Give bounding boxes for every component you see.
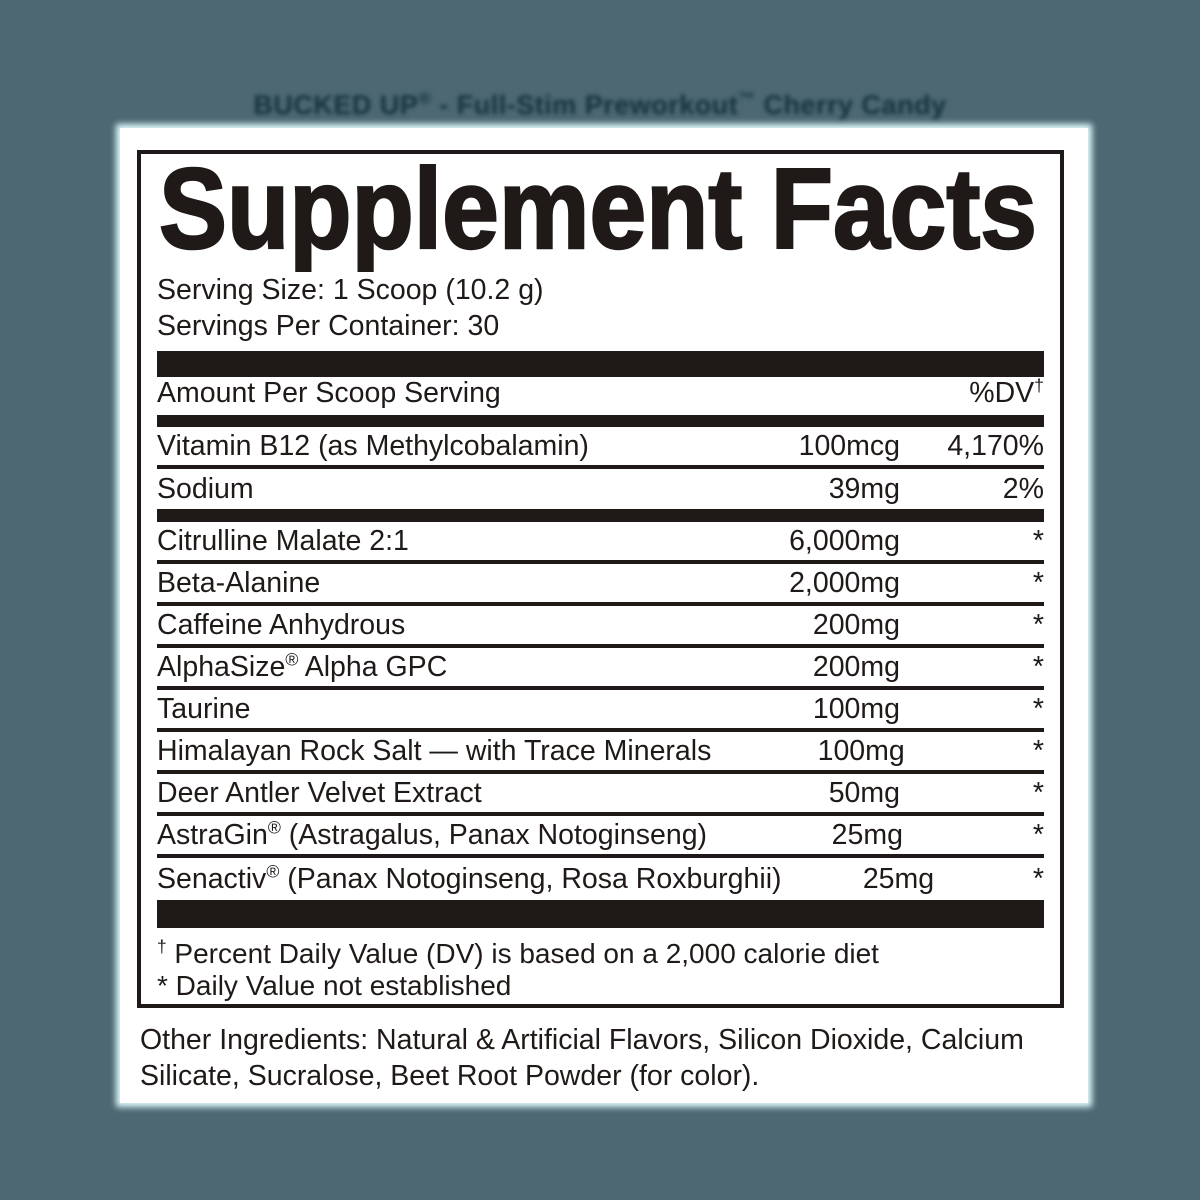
- separator-bar-bottom: [157, 900, 1044, 928]
- serving-size: Serving Size: 1 Scoop (10.2 g): [157, 274, 544, 306]
- row-dv: *: [1032, 818, 1044, 851]
- row-name: Caffeine Anhydrous: [157, 608, 406, 641]
- row-name: Senactiv® (Panax Notoginseng, Rosa Roxburghii): [157, 861, 782, 895]
- row-dv: *: [1032, 862, 1044, 895]
- row-amount: 100mcg: [798, 429, 900, 462]
- separator-bar-top: [157, 351, 1044, 377]
- table-row: [157, 648, 1044, 690]
- row-name: Taurine: [157, 692, 251, 725]
- row-dv: *: [1032, 650, 1044, 683]
- row-dv: *: [1032, 692, 1044, 725]
- row-amount: 25mg: [862, 862, 935, 895]
- ingredient-rows-section: [157, 522, 1044, 900]
- row-dv: *: [1032, 776, 1044, 809]
- row-name: Deer Antler Velvet Extract: [157, 776, 482, 809]
- row-name: Citrulline Malate 2:1: [157, 524, 409, 557]
- table-row: [157, 774, 1044, 816]
- row-amount: 6,000mg: [789, 524, 900, 557]
- dv-rows-section: [157, 427, 1044, 509]
- separator-bar-mid: [157, 509, 1044, 522]
- table-row: [157, 427, 1044, 469]
- row-amount: 25mg: [831, 818, 903, 851]
- table-row: [157, 606, 1044, 648]
- footnote-dv: † Percent Daily Value (DV) is based on a 2,000 calorie diet: [157, 936, 879, 969]
- row-name: AlphaSize® Alpha GPC: [157, 649, 448, 683]
- table-row: [157, 690, 1044, 732]
- row-dv: *: [1032, 608, 1044, 641]
- table-row: [157, 469, 1044, 509]
- row-dv: *: [1032, 524, 1044, 557]
- row-name: Vitamin B12 (as Methylcobalamin): [157, 429, 589, 462]
- row-amount: 50mg: [828, 776, 900, 809]
- row-amount: 200mg: [812, 650, 900, 683]
- row-dv: *: [1032, 566, 1044, 599]
- other-ingredients: Other Ingredients: Natural & Artificial Flavors, Silicon Dioxide, Calcium Silicate, Sucralose, Beet Root Powder (for color).: [140, 1024, 1024, 1092]
- table-row: [157, 732, 1044, 774]
- supplement-facts-panel: [120, 128, 1088, 1103]
- serving-block: [157, 272, 1044, 344]
- dv-header: %DV†: [969, 375, 1044, 409]
- footnote-asterisk: * Daily Value not established: [157, 970, 512, 1001]
- row-dv: 4,170%: [947, 429, 1044, 462]
- facts-title-wrap: [157, 164, 1044, 272]
- row-dv: *: [1032, 734, 1044, 767]
- row-amount: 100mg: [817, 734, 905, 767]
- facts-title: Supplement Facts: [159, 164, 1037, 272]
- row-name: Sodium: [157, 472, 254, 505]
- product-title: BUCKED UP® - Full-Stim Preworkout™ Cherry Candy: [253, 89, 947, 120]
- row-name: AstraGin® (Astragalus, Panax Notoginseng): [157, 817, 708, 851]
- table-row: [157, 858, 1044, 900]
- footnotes: [157, 938, 1044, 1008]
- row-amount: 2,000mg: [789, 566, 900, 599]
- row-dv: 2%: [1002, 472, 1044, 505]
- table-header-row: [157, 377, 1044, 415]
- table-row: [157, 564, 1044, 606]
- row-amount: 100mg: [812, 692, 900, 725]
- row-name: Beta-Alanine: [157, 566, 321, 599]
- row-amount: 200mg: [812, 608, 900, 641]
- amount-header: Amount Per Scoop Serving: [157, 377, 501, 409]
- separator-bar-header: [157, 415, 1044, 427]
- servings-per-container: Servings Per Container: 30: [157, 310, 500, 342]
- row-amount: 39mg: [828, 472, 900, 505]
- facts-box: [137, 150, 1064, 1008]
- table-row: [157, 816, 1044, 858]
- table-row: [157, 522, 1044, 564]
- row-name: Himalayan Rock Salt — with Trace Minerals: [157, 734, 712, 767]
